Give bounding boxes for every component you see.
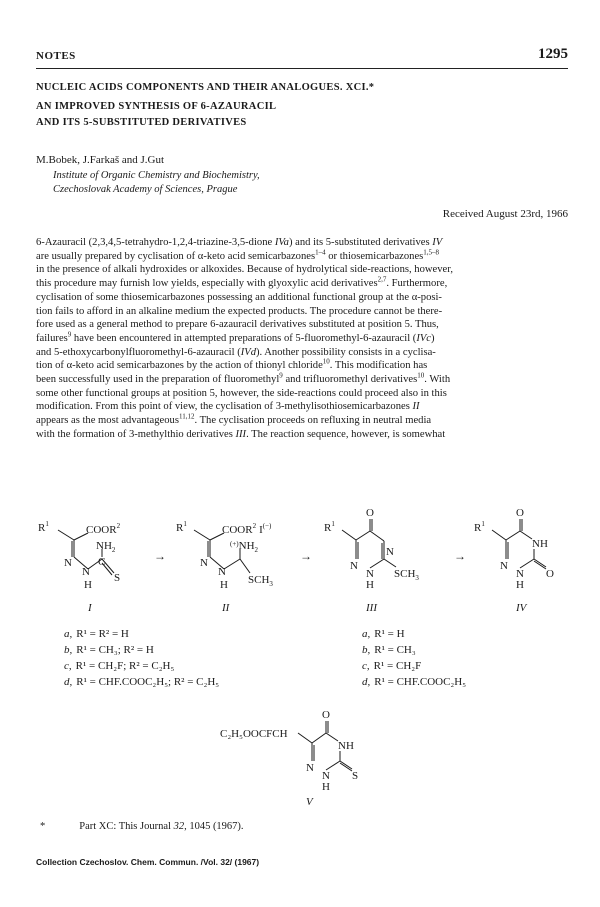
page-number: 1295: [538, 46, 568, 62]
institution-line-1: Institute of Organic Chemistry and Biochemistry,: [53, 170, 260, 181]
struct-II-h: H: [220, 579, 228, 591]
body-paragraph: 6-Azauracil (2,3,4,5-tetrahydro-1,2,4-triazine-3,5-dione IVa) and its 5-substituted derivatives IV are usually prepared by cyclisation of α-keto acid semicarbazones$^{1-4}$ or thiosemicarbazones$^{1,5-8}$ in the presence of alkali hydroxides or alkoxides. Because of hydrolytical side-reactions, however, this procedure may furnish low yields, especially with glyoxylic acid derivatives$^{2,7}$. Furthermore, cyclisation of some thiosemicarbazones possessing an additional functional group at the α-posi- tion fails to afford in an alkaline medium the expected products. The procedure cannot be there- fore used as a general method to prepare 6-azauracil derivatives substituted at position 5. Thus, failures$^9$ have been encountered in attempted preparations of 5-fluoromethyl-6-azauracil (IVc) and 5-ethoxycarbonylfluoromethyl-6-azauracil (IVd). Another possibility consists in a cyclisa- tion of α-keto acid semicarbazones by the action of thionyl chloride$^{10}$. This modification has been successfully used in the preparation of fluoromethyl$^9$ and trifluoromethyl derivatives$^{10}$. With some other functional groups at position 5, however, the side-reactions could proceed also in this modification. From this point of view, the cyclisation of 3-methylisothiosemicarbazones II appears as the most advantageous$^{11,12}$. The cyclisation proceeds on refluxing in neutral media with the formation of 3-methylthio derivatives III. The reaction sequence, however, is somewhat: [36, 237, 454, 440]
reaction-scheme-svg: [36, 505, 568, 805]
struct-III-r1: $R^1$: [324, 520, 335, 534]
struct-I-c: C: [98, 556, 106, 568]
arrow-2: →: [300, 549, 312, 563]
received-date: Received August 23rd, 1966: [442, 208, 568, 220]
arrow-1: →: [154, 549, 166, 563]
struct-II-n2: N: [218, 566, 226, 578]
struct-II-r1: $R^1$: [176, 520, 187, 534]
footnote: * Part XC: This Journal 32, 1045 (1967).: [40, 821, 244, 832]
def-right-d: d, R¹ = CHF.COOC₂H₅: [362, 676, 467, 688]
struct-III-sch3: $SCH_3$: [394, 568, 419, 582]
header-rule: [36, 68, 568, 69]
institution-line-2: Czechoslovak Academy of Sciences, Prague: [53, 184, 238, 195]
struct-II-nh2: $^{(+)}NH_2$: [230, 540, 259, 554]
struct-V-n1: N: [306, 762, 314, 774]
struct-V-substituent: C₂H₅OOCFCH: [220, 728, 288, 740]
def-right-c: c, R¹ = CH₂F: [362, 660, 422, 672]
series-title: NUCLEIC ACIDS COMPONENTS AND THEIR ANALOGUES. XCI.*: [36, 82, 375, 93]
label-IV: IV: [516, 602, 527, 614]
arrow-3: →: [454, 549, 466, 563]
struct-IV-n2: N: [516, 568, 524, 580]
struct-I-nh2: $NH_2$: [96, 540, 116, 554]
struct-I-n1: N: [64, 557, 72, 569]
def-left-c: c, R¹ = CH₂F; R² = C₂H₅: [64, 660, 175, 672]
struct-III-n1: N: [350, 560, 358, 572]
struct-I-s: S: [114, 572, 121, 584]
paper-title-line-2: AND ITS 5-SUBSTITUTED DERIVATIVES: [36, 117, 247, 128]
struct-V-s: S: [352, 770, 359, 782]
label-III: III: [366, 602, 377, 614]
def-left-b: b, R¹ = CH₃; R² = H: [64, 644, 154, 656]
struct-V-h: H: [322, 781, 330, 793]
label-I: I: [88, 602, 92, 614]
struct-I-r1: $R^1$: [38, 520, 49, 534]
struct-IV-o1: O: [516, 507, 524, 519]
struct-IV-r1: $R^1$: [474, 520, 485, 534]
struct-III-o: O: [366, 507, 374, 519]
struct-III-n3: N: [386, 546, 394, 558]
struct-II-coor2: COOR$^2$ I(−): [222, 522, 272, 536]
def-left-a: a, R¹ = R² = H: [64, 628, 129, 640]
journal-footer: Collection Czechoslov. Chem. Commun. /Vol. 32/ (1967): [36, 857, 260, 867]
def-left-d: d, R¹ = CHF.COOC₂H₅; R² = C₂H₅: [64, 676, 220, 688]
struct-I-h: H: [84, 579, 92, 591]
struct-I-n2: N: [82, 566, 90, 578]
struct-III-h: H: [366, 579, 374, 591]
def-right-b: b, R¹ = CH₃: [362, 644, 416, 656]
struct-I-coor2: COOR$^2$: [86, 522, 121, 536]
running-header-section: NOTES: [36, 50, 76, 62]
struct-II-sch3: $SCH_3$: [248, 574, 273, 588]
struct-IV-n1: N: [500, 560, 508, 572]
struct-V-nh: NH: [338, 740, 354, 752]
struct-III-n2: N: [366, 568, 374, 580]
struct-V-o: O: [322, 709, 330, 721]
label-V: V: [306, 796, 313, 805]
reaction-scheme: [36, 505, 568, 810]
def-right-a: a, R¹ = H: [362, 628, 405, 640]
struct-IV-h: H: [516, 579, 524, 591]
paper-title-line-1: AN IMPROVED SYNTHESIS OF 6-AZAURACIL: [36, 101, 277, 112]
struct-II-n1: N: [200, 557, 208, 569]
struct-IV-nh: NH: [532, 538, 548, 550]
label-II: II: [222, 602, 230, 614]
struct-V-n2: N: [322, 770, 330, 782]
struct-IV-o2: O: [546, 568, 554, 580]
authors: M.Bobek, J.Farkaš and J.Gut: [36, 154, 165, 166]
